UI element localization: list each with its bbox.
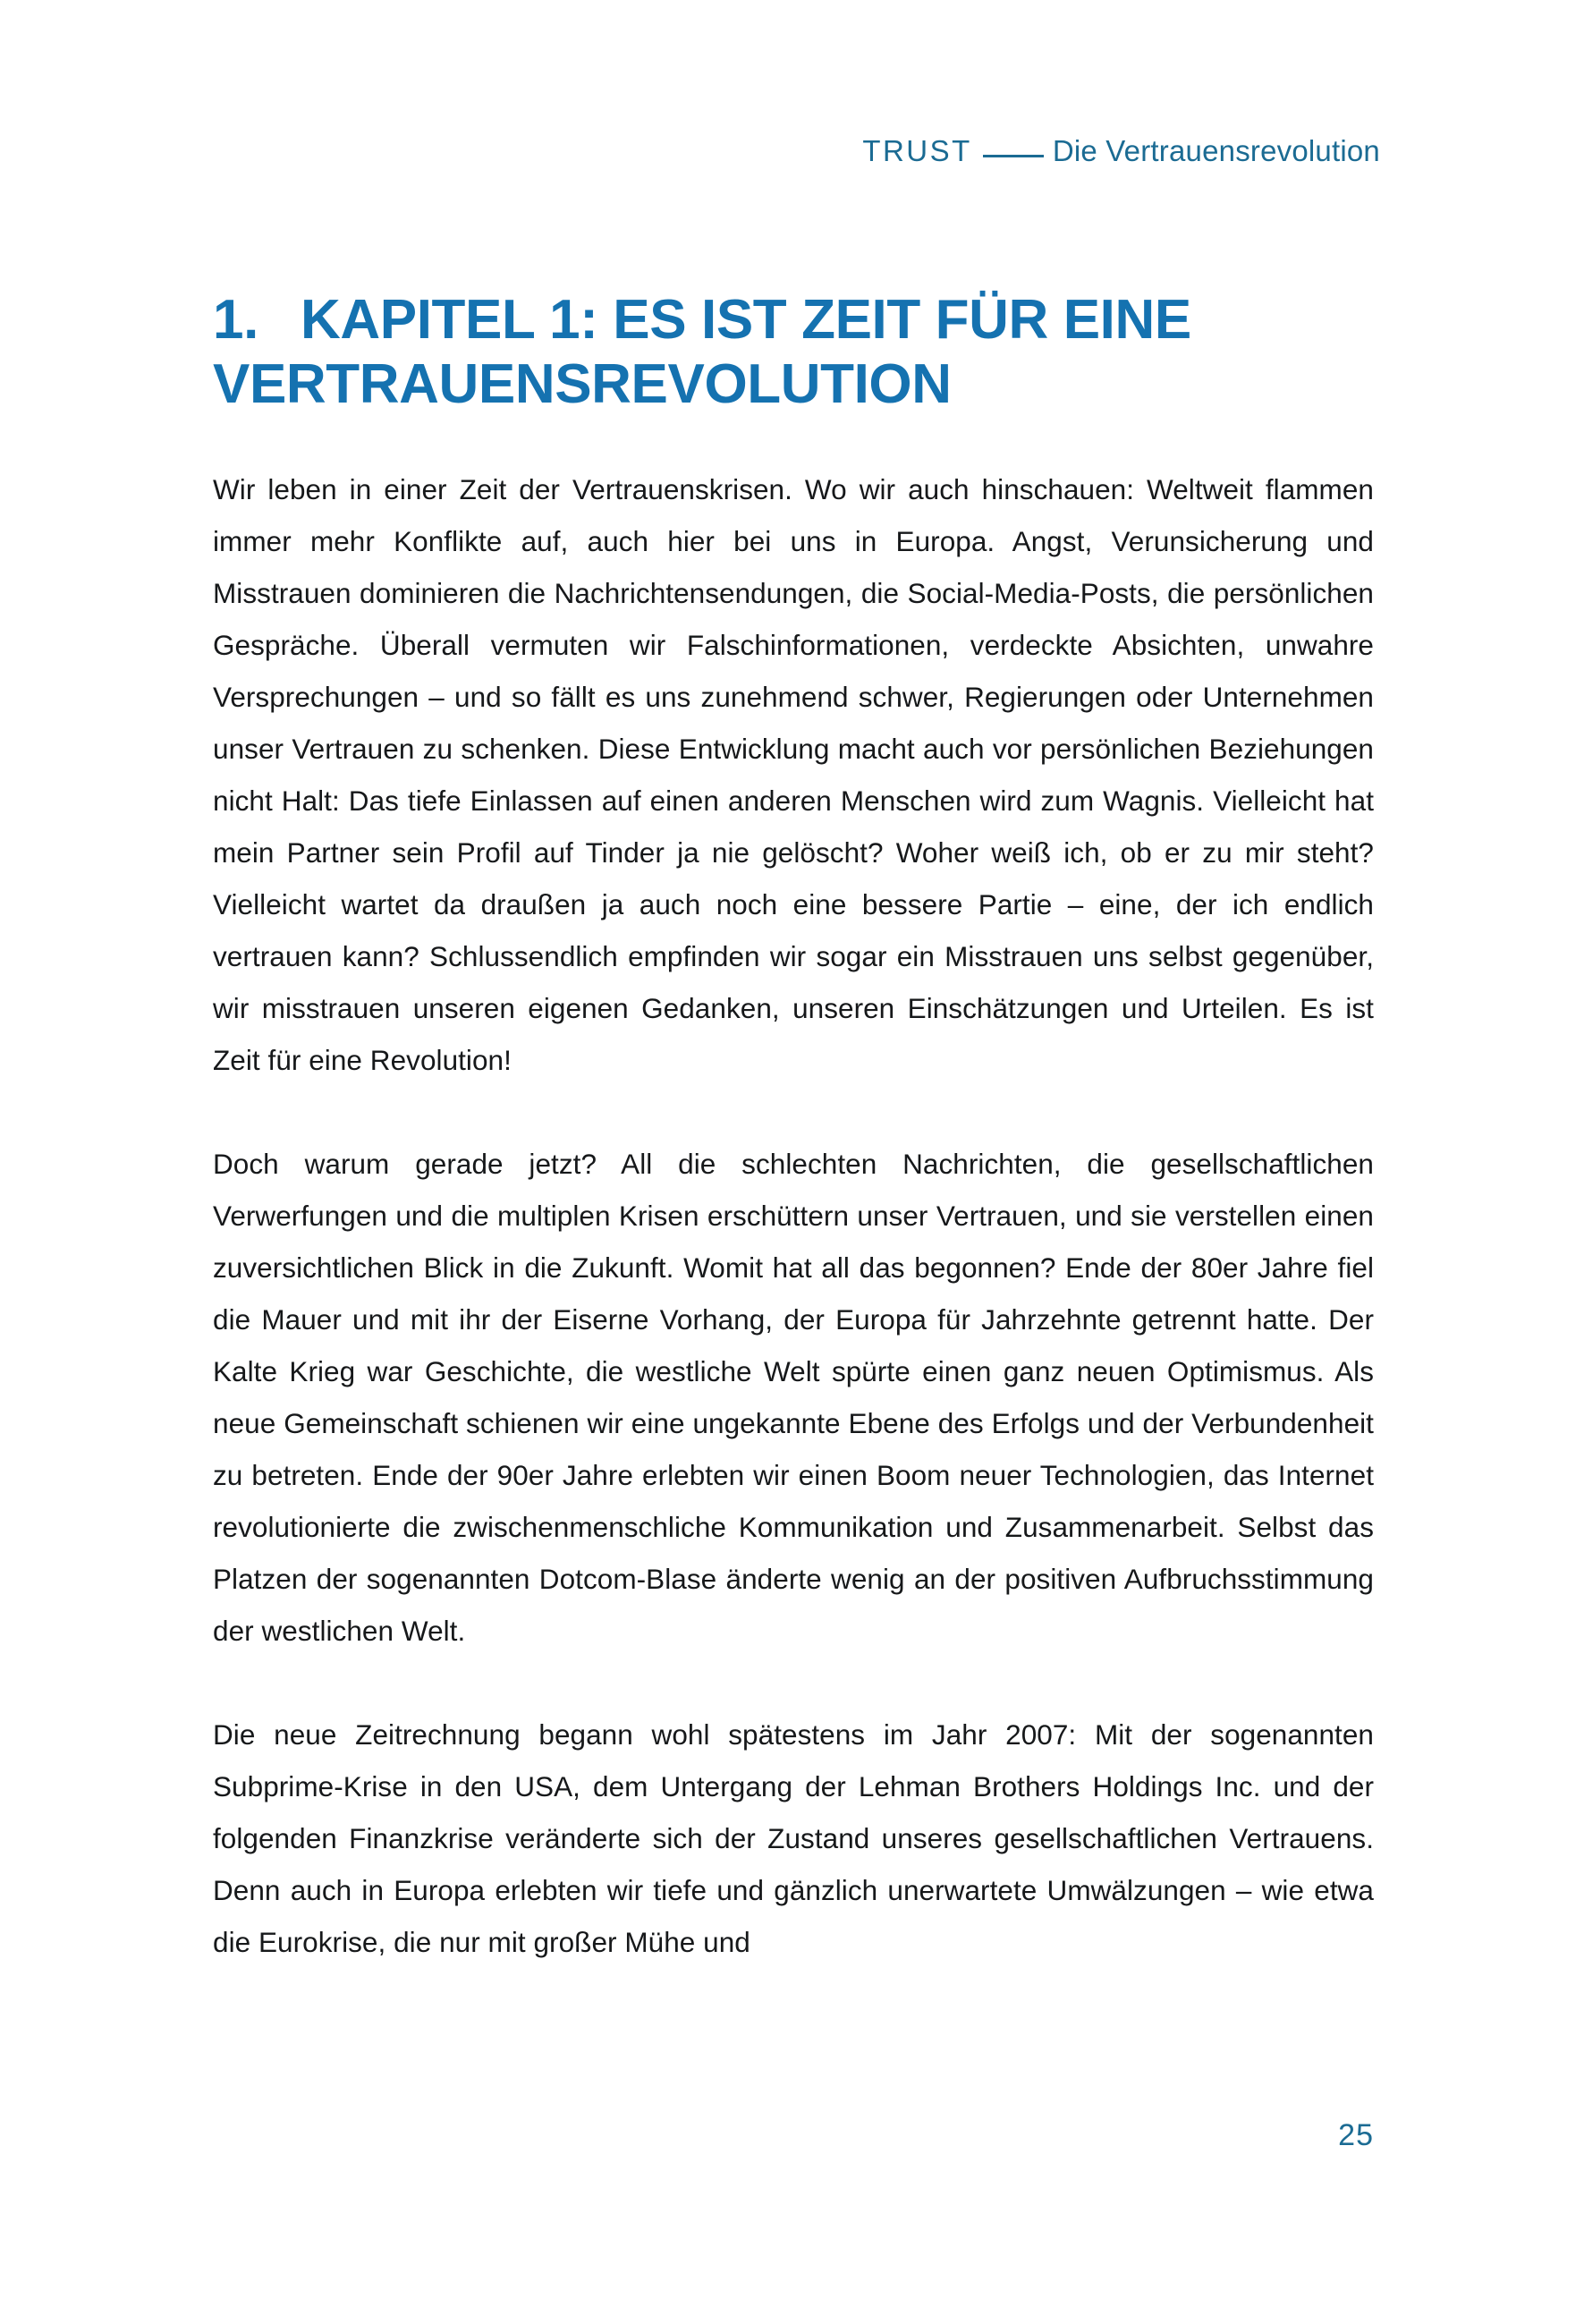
running-header-brand: TRUST xyxy=(862,134,972,167)
running-header-title: Die Vertrauensrevolution xyxy=(1052,134,1380,167)
body-copy xyxy=(213,463,1374,1968)
body-paragraph-2: Doch warum gerade jetzt? All die schlechten Nachrichten, die gesellschaftlichen Verwerfungen und die multiplen Krisen erschüttern unser Vertrauen, und sie verstellen einen zuversichtlichen Blick in die Zukunft. Womit hat all das begonnen? Ende der 80er Jahre fiel die Mauer und mit ihr der Eiserne Vorhang, der Europa für Jahrzehnte getrennt hatte. Der Kalte Krieg war Geschichte, die westliche Welt spürte einen ganz neuen Optimismus. Als neue Gemeinschaft schienen wir eine ungekannte Ebene des Erfolgs und der Verbundenheit zu betreten. Ende der 90er Jahre erlebten wir einen Boom neuer Technologien, das Internet revolutionierte die zwischenmenschliche Kommunikation und Zusammenarbeit. Selbst das Platzen der sogenannten Dotcom-Blase änderte wenig an der positiven Aufbruchsstimmung der westlichen Welt. xyxy=(213,1148,1374,1647)
running-header xyxy=(213,134,1380,168)
body-paragraph-3: Die neue Zeitrechnung begann wohl spätestens im Jahr 2007: Mit der sogenannten Subprime-Krise in den USA, dem Untergang der Lehman Brothers Holdings Inc. und der folgenden Finanzkrise veränderte sich der Zustand unseres gesellschaftlichen Vertrauens. Denn auch in Europa erlebten wir tiefe und gänzlich unerwartete Umwälzungen – wie etwa die Eurokrise, die nur mit großer Mühe und xyxy=(213,1718,1374,1958)
chapter-title-line-1: KAPITEL 1: ES IST ZEIT FÜR xyxy=(301,288,1048,351)
running-header-rule xyxy=(983,155,1044,157)
chapter-heading xyxy=(213,288,1393,418)
chapter-number: 1. xyxy=(213,288,258,351)
chapter-title-line-2: EINE VERTRAUENSREVOLUTION xyxy=(213,288,1191,416)
body-paragraph-1: Wir leben in einer Zeit der Vertrauenskrisen. Wo wir auch hinschauen: Weltweit flammen immer mehr Konflikte auf, auch hier bei uns in Europa. Angst, Verunsicherung und Misstrauen dominieren die Nachrichtensendungen, die Social-Media-Posts, die persönlichen Gespräche. Überall vermuten wir Falschinformationen, verdeckte Absichten, unwahre Versprechungen – und so fällt es uns zunehmend schwer, Regierungen oder Unternehmen unser Vertrauen zu schenken. Diese Entwicklung macht auch vor persönlichen Beziehungen nicht Halt: Das tiefe Einlassen auf einen anderen Menschen wird zum Wagnis. Vielleicht hat mein Partner sein Profil auf Tinder ja nie gelöscht? Woher weiß ich, ob er zu mir steht? Vielleicht wartet da draußen ja auch noch eine bessere Partie – eine, der ich endlich vertrauen kann? Schlussendlich empfinden wir sogar ein Misstrauen uns selbst gegenüber, wir misstrauen unseren eigenen Gedanken, unseren Einschätzungen und Urteilen. Es ist Zeit für eine Revolution! xyxy=(213,473,1374,1076)
page-number: 25 xyxy=(1338,2118,1374,2152)
